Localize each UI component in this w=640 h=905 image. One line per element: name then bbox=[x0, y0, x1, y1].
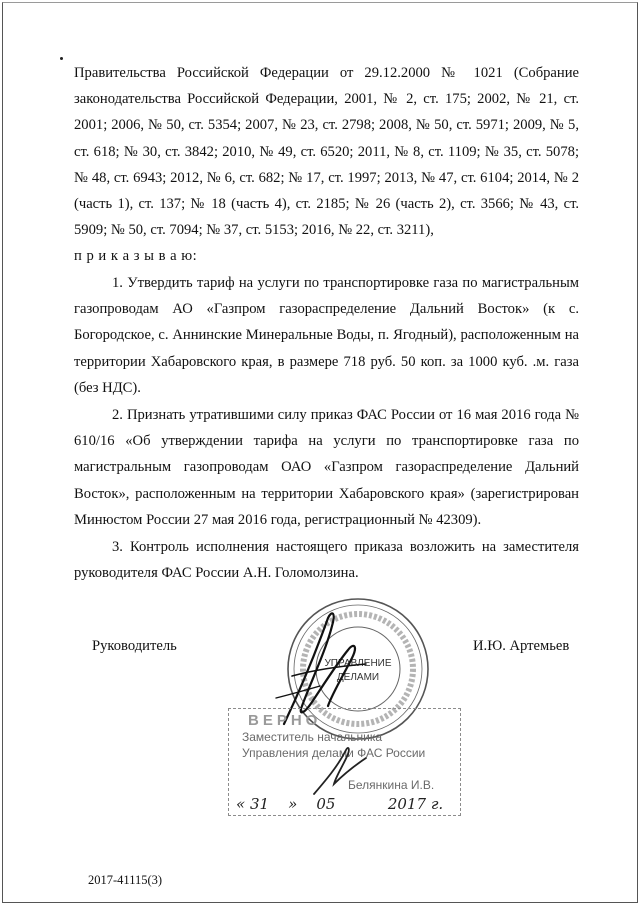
stamp-name: Белянкина И.В. bbox=[348, 778, 435, 792]
order-item-1: 1. Утвердить тариф на услуги по транспортировке газа по магистральным газопроводам АО «Газпром газораспределение Дальний Восток» (к с. Богородское, с. Аннинские Минеральные Воды, п. Ягодный), расположенным на территории Хабаровского края, в размере 718 руб. 50 коп. за 1000 куб. .м. газа (без НДС). bbox=[74, 275, 579, 396]
order-word: п р и к а з ы в а ю: bbox=[74, 248, 198, 264]
seal-center-line1: УПРАВЛЕНИЕ bbox=[324, 658, 392, 669]
certification-stamp bbox=[228, 706, 461, 818]
stamp-date: « 31 » 05 2017 г. bbox=[236, 795, 444, 813]
stamp-position-line2: Управления делами ФАС России bbox=[242, 746, 426, 760]
signatory-name: И.Ю. Артемьев bbox=[473, 638, 570, 654]
order-item-3: 3. Контроль исполнения настоящего приказа возложить на заместителя руководителя ФАС России А.Н. Голомолзина. bbox=[74, 539, 579, 582]
margin-dot bbox=[60, 57, 63, 60]
signatory-title: Руководитель bbox=[92, 638, 177, 654]
seal-center-line2: ДЕЛАМИ bbox=[336, 672, 380, 683]
stamp-title: ВЕРНО bbox=[248, 712, 322, 729]
order-item-2: 2. Признать утратившими силу приказ ФАС России от 16 мая 2016 года № 610/16 «Об утверждении тарифа на услуги по транспортировке газа по магистральным газопроводам ОАО «Газпром газораспределение Дальний Восток», расположенным на территории Хабаровского края» (зарегистрирован Минюстом России 27 мая 2016 года, регистрационный № 42309). bbox=[74, 407, 579, 528]
intro-paragraph: Правительства Российской Федерации от 29.12.2000 № 1021 (Собрание законодательства Российской Федерации, 2001, № 2, ст. 175; 2002, № 21, ст. 2001; 2006, № 50, ст. 5354; 2007, № 23, ст. 2798; 2008, № 50, ст. 5971; 2009, № 5, ст. 618; № 30, ст. 3842; 2010, № 49, ст. 6520; 2011, № 8, ст. 1109; № 35, ст. 5078; № 48, ст. 6943; 2012, № 6, ст. 682; № 17, ст. 1997; 2013, № 47, ст. 6104; 2014, № 2 (часть 1), ст. 137; № 18 (часть 4), ст. 2185; № 26 (часть 2), ст. 3566; № 43, ст. 5909; № 50, ст. 7094; № 37, ст. 5153; 2016, № 22, ст. 3211), bbox=[74, 65, 579, 239]
stamp-position-line1: Заместитель начальника bbox=[242, 730, 383, 744]
document-number: 2017-41115(3) bbox=[88, 873, 163, 887]
